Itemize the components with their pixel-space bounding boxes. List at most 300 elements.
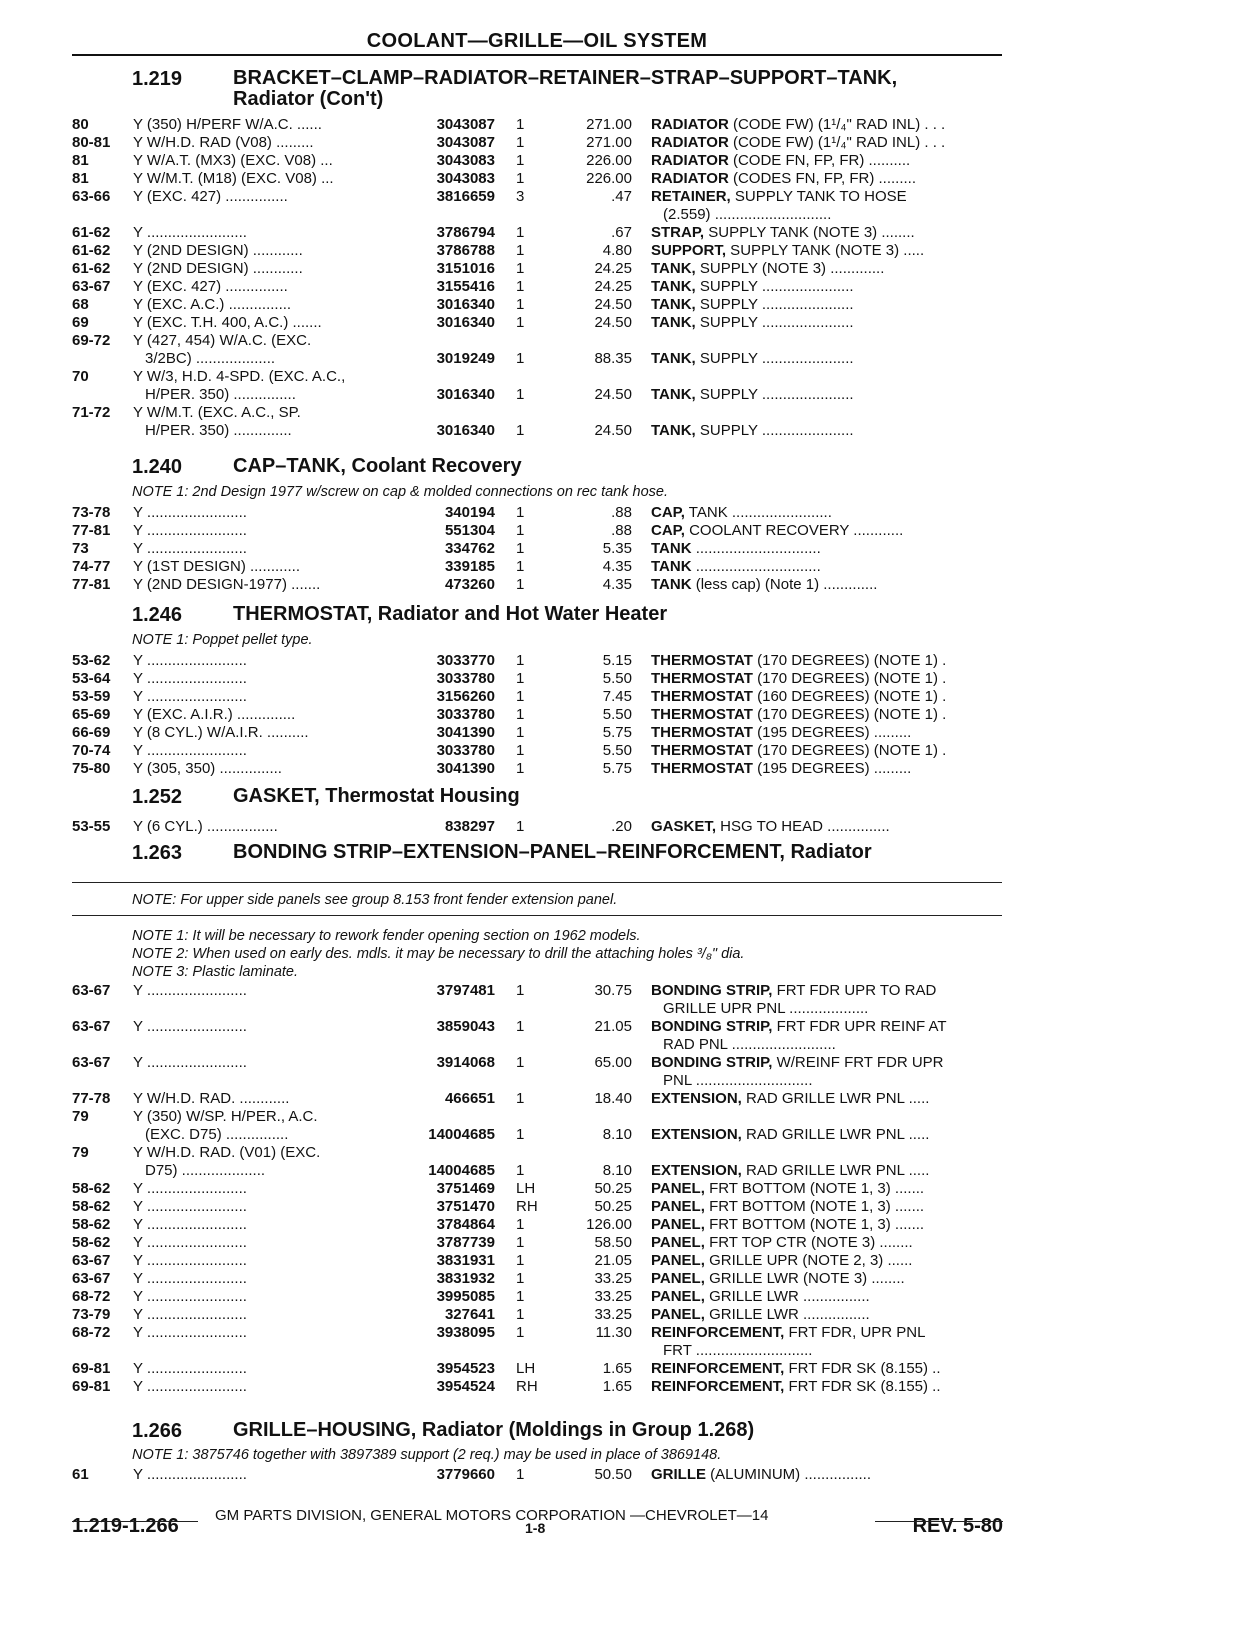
part-name-detail: SUPPLY ...................... xyxy=(695,386,854,403)
price: 271.00 xyxy=(586,116,632,133)
section-number: 1.240 xyxy=(132,456,183,478)
part-row xyxy=(0,1198,1240,1216)
part-name xyxy=(651,188,1003,206)
part-name xyxy=(651,1378,1003,1396)
price: 24.50 xyxy=(594,422,632,439)
application-description: Y ........................ xyxy=(133,224,247,241)
price: 50.25 xyxy=(594,1198,632,1215)
application-description: Y (EXC. 427) ............... xyxy=(133,278,288,295)
part-number: 3043087 xyxy=(436,116,495,133)
part-row xyxy=(0,134,1240,152)
part-name xyxy=(651,540,1003,558)
part-name-detail: (CODE FW) (1¹/₄" RAD INL) . . . xyxy=(728,134,946,151)
quantity: 1 xyxy=(516,652,525,669)
application-description: Y ........................ xyxy=(133,1324,247,1341)
quantity: 1 xyxy=(516,350,525,367)
application-description: Y ........................ xyxy=(133,1252,247,1269)
price: 5.75 xyxy=(602,760,632,777)
part-name xyxy=(651,422,1003,440)
part-number: 3859043 xyxy=(436,1018,495,1035)
price: 5.50 xyxy=(602,742,632,759)
part-name xyxy=(651,1126,1003,1144)
part-name-keyword: REINFORCEMENT, xyxy=(651,1360,785,1377)
application-description: Y W/H.D. RAD. (V01) (EXC. xyxy=(133,1144,321,1161)
part-number: 3914068 xyxy=(436,1054,495,1071)
part-name xyxy=(651,1162,1003,1180)
model-years: 80-81 xyxy=(72,134,111,151)
model-years: 70 xyxy=(72,368,89,385)
application-description: Y (EXC. T.H. 400, A.C.) ....... xyxy=(133,314,322,331)
application-description: Y ........................ xyxy=(133,1180,247,1197)
part-name-detail: .............................. xyxy=(691,558,821,575)
part-row xyxy=(0,1090,1240,1108)
model-years: 79 xyxy=(72,1108,89,1125)
footer-publisher: GM PARTS DIVISION, GENERAL MOTORS CORPORATION —CHEVROLET—14 xyxy=(215,1507,769,1524)
part-name-detail: SUPPLY TANK (NOTE 3) ........ xyxy=(704,224,915,241)
model-years: 68-72 xyxy=(72,1288,111,1305)
price: 24.50 xyxy=(594,296,632,313)
part-name xyxy=(651,296,1003,314)
price: .20 xyxy=(611,818,632,835)
section-title-line: BRACKET–CLAMP–RADIATOR–RETAINER–STRAP–SUPPORT–TANK, xyxy=(233,67,898,89)
part-name-keyword: TANK, xyxy=(651,350,696,367)
price: 5.35 xyxy=(602,540,632,557)
price: .47 xyxy=(611,188,632,205)
part-number: 327641 xyxy=(444,1306,495,1323)
part-name-detail: SUPPLY ...................... xyxy=(695,278,854,295)
quantity: 1 xyxy=(516,386,525,403)
part-row xyxy=(0,242,1240,260)
part-row xyxy=(0,652,1240,670)
section-number: 1.252 xyxy=(132,786,183,808)
part-name xyxy=(651,982,1003,1000)
part-name-detail: FRT FDR, UPR PNL xyxy=(784,1324,926,1341)
part-number: 3831931 xyxy=(436,1252,495,1269)
quantity: 1 xyxy=(516,522,525,539)
part-row xyxy=(0,152,1240,170)
part-name-detail: W/REINF FRT FDR UPR xyxy=(772,1054,944,1071)
price: 8.10 xyxy=(602,1126,632,1143)
part-name-keyword: EXTENSION, xyxy=(651,1162,742,1179)
price: 5.50 xyxy=(602,706,632,723)
part-number: 3786794 xyxy=(436,224,495,241)
part-name-keyword: THERMOSTAT xyxy=(651,688,753,705)
price: 18.40 xyxy=(594,1090,632,1107)
price: 30.75 xyxy=(594,982,632,999)
model-years: 69 xyxy=(72,314,89,331)
part-number: 3797481 xyxy=(436,982,495,999)
model-years: 61-62 xyxy=(72,242,111,259)
part-name-keyword: EXTENSION, xyxy=(651,1090,742,1107)
part-number: 3033780 xyxy=(436,706,495,723)
part-name xyxy=(651,688,1003,706)
section-title xyxy=(233,456,1003,477)
quantity: 1 xyxy=(516,1306,525,1323)
part-name xyxy=(651,242,1003,260)
section-title-line: THERMOSTAT, Radiator and Hot Water Heater xyxy=(233,603,668,625)
price: 58.50 xyxy=(594,1234,632,1251)
model-years: 58-62 xyxy=(72,1216,111,1233)
part-number: 340194 xyxy=(444,504,495,521)
part-number: 3033780 xyxy=(436,742,495,759)
price: 8.10 xyxy=(602,1162,632,1179)
part-name-detail: (195 DEGREES) ......... xyxy=(752,760,912,777)
quantity: 1 xyxy=(516,670,525,687)
part-name xyxy=(651,1018,1003,1036)
application-description: Y ........................ xyxy=(133,1360,247,1377)
section-rule xyxy=(72,915,1002,916)
quantity: 1 xyxy=(516,242,525,259)
part-row xyxy=(0,688,1240,706)
part-name-detail: FRT FDR SK (8.155) .. xyxy=(784,1360,941,1377)
price: 65.00 xyxy=(594,1054,632,1071)
model-years: 53-59 xyxy=(72,688,111,705)
part-name-detail: RAD GRILLE LWR PNL ..... xyxy=(741,1126,930,1143)
part-row xyxy=(0,1180,1240,1198)
part-name-continued: GRILLE UPR PNL ................... xyxy=(663,1000,869,1017)
part-number: 14004685 xyxy=(428,1126,495,1143)
part-name-keyword: TANK xyxy=(651,540,692,557)
part-number: 3938095 xyxy=(436,1324,495,1341)
part-name-detail: (195 DEGREES) ......... xyxy=(752,724,912,741)
part-name xyxy=(651,652,1003,670)
section-number: 1.263 xyxy=(132,842,183,864)
quantity: RH xyxy=(516,1378,538,1395)
part-row xyxy=(0,760,1240,778)
quantity: RH xyxy=(516,1198,538,1215)
part-name xyxy=(651,1216,1003,1234)
application-description: Y (427, 454) W/A.C. (EXC. xyxy=(133,332,312,349)
part-name xyxy=(651,1466,1003,1484)
part-row xyxy=(0,260,1240,278)
part-name-detail: FRT FDR SK (8.155) .. xyxy=(784,1378,941,1395)
part-name-detail: SUPPLY ...................... xyxy=(695,350,854,367)
model-years: 69-81 xyxy=(72,1378,111,1395)
application-description: Y ........................ xyxy=(133,1198,247,1215)
part-name-detail: RAD GRILLE LWR PNL ..... xyxy=(741,1162,930,1179)
part-row xyxy=(0,1306,1240,1324)
application-description: Y (EXC. A.I.R.) .............. xyxy=(133,706,296,723)
price: 24.50 xyxy=(594,386,632,403)
part-name-keyword: TANK, xyxy=(651,296,696,313)
part-row xyxy=(0,724,1240,742)
part-name-detail: COOLANT RECOVERY ............ xyxy=(684,522,904,539)
quantity: 1 xyxy=(516,818,525,835)
model-years: 80 xyxy=(72,116,89,133)
part-name-keyword: REINFORCEMENT, xyxy=(651,1324,785,1341)
part-number: 3151016 xyxy=(436,260,495,277)
part-number: 3995085 xyxy=(436,1288,495,1305)
model-years: 79 xyxy=(72,1144,89,1161)
price: 126.00 xyxy=(586,1216,632,1233)
quantity: 1 xyxy=(516,422,525,439)
model-years: 61-62 xyxy=(72,260,111,277)
quantity: 1 xyxy=(516,1270,525,1287)
model-years: 61-62 xyxy=(72,224,111,241)
part-name-keyword: TANK, xyxy=(651,422,696,439)
part-row xyxy=(0,742,1240,760)
part-name-keyword: RADIATOR xyxy=(651,152,729,169)
application-description: Y (305, 350) ............... xyxy=(133,760,282,777)
model-years: 77-81 xyxy=(72,522,111,539)
part-number: 3816659 xyxy=(436,188,495,205)
header-rule xyxy=(72,54,1002,56)
model-years: 53-64 xyxy=(72,670,111,687)
application-description: Y ........................ xyxy=(133,652,247,669)
part-row xyxy=(0,170,1240,188)
model-years: 63-67 xyxy=(72,1018,111,1035)
part-number: 3016340 xyxy=(436,296,495,313)
part-name-detail: (170 DEGREES) (NOTE 1) . xyxy=(752,652,947,669)
part-name-keyword: TANK xyxy=(651,576,692,593)
part-number: 3786788 xyxy=(436,242,495,259)
footer-revision: REV. 5-80 xyxy=(912,1515,1003,1537)
quantity: 1 xyxy=(516,1216,525,1233)
footer-rule xyxy=(875,1521,1003,1522)
section-number: 1.219 xyxy=(132,68,183,90)
model-years: 77-78 xyxy=(72,1090,111,1107)
application-description: Y ........................ xyxy=(133,1054,247,1071)
section-title-line: BONDING STRIP–EXTENSION–PANEL–REINFORCEMENT, Radiator xyxy=(233,841,872,863)
quantity: 1 xyxy=(516,278,525,295)
part-name xyxy=(651,1288,1003,1306)
part-name-detail: SUPPLY (NOTE 3) ............. xyxy=(695,260,885,277)
part-name xyxy=(651,1252,1003,1270)
application-description: Y W/M.T. (EXC. A.C., SP. xyxy=(133,404,301,421)
quantity: 1 xyxy=(516,1324,525,1341)
part-name xyxy=(651,1270,1003,1288)
part-name-keyword: STRAP, xyxy=(651,224,705,241)
part-number: 3016340 xyxy=(436,314,495,331)
part-row xyxy=(0,278,1240,296)
part-row xyxy=(0,404,1240,440)
part-name-continued: (2.559) ............................ xyxy=(663,206,832,223)
part-name-keyword: RADIATOR xyxy=(651,116,729,133)
part-row xyxy=(0,522,1240,540)
quantity: 1 xyxy=(516,982,525,999)
price: 4.35 xyxy=(602,576,632,593)
quantity: 1 xyxy=(516,1126,525,1143)
part-number: 3016340 xyxy=(436,422,495,439)
part-number: 3033770 xyxy=(436,652,495,669)
part-name xyxy=(651,558,1003,576)
price: 24.25 xyxy=(594,260,632,277)
model-years: 81 xyxy=(72,170,89,187)
model-years: 73 xyxy=(72,540,89,557)
part-row xyxy=(0,1324,1240,1360)
part-name-detail: HSG TO HEAD ............... xyxy=(716,818,890,835)
part-name-keyword: EXTENSION, xyxy=(651,1126,742,1143)
part-name xyxy=(651,1054,1003,1072)
application-description: Y (2ND DESIGN) ............ xyxy=(133,260,303,277)
quantity: 3 xyxy=(516,188,525,205)
section-note: NOTE 2: When used on early des. mdls. it may be necessary to drill the attaching holes ³/₈" dia. xyxy=(132,946,745,962)
part-row xyxy=(0,1288,1240,1306)
price: 7.45 xyxy=(602,688,632,705)
part-row xyxy=(0,1466,1240,1484)
part-name-keyword: TANK, xyxy=(651,386,696,403)
price: 226.00 xyxy=(586,170,632,187)
part-name xyxy=(651,386,1003,404)
footer-page-number: 1-8 xyxy=(525,1520,546,1536)
model-years: 73-79 xyxy=(72,1306,111,1323)
part-name xyxy=(651,576,1003,594)
part-name-keyword: PANEL, xyxy=(651,1180,705,1197)
application-description: (EXC. D75) ............... xyxy=(145,1126,289,1143)
model-years: 58-62 xyxy=(72,1198,111,1215)
part-name xyxy=(651,724,1003,742)
part-name-keyword: PANEL, xyxy=(651,1252,705,1269)
part-name xyxy=(651,1360,1003,1378)
model-years: 66-69 xyxy=(72,724,111,741)
part-name-keyword: RETAINER, xyxy=(651,188,731,205)
part-name xyxy=(651,760,1003,778)
section-note: NOTE 1: Poppet pellet type. xyxy=(132,632,313,648)
application-description: Y (1ST DESIGN) ............ xyxy=(133,558,300,575)
section-note: NOTE 1: 3875746 together with 3897389 support (2 req.) may be used in place of 3869148. xyxy=(132,1447,722,1463)
price: 24.50 xyxy=(594,314,632,331)
quantity: 1 xyxy=(516,540,525,557)
part-row xyxy=(0,116,1240,134)
model-years: 68-72 xyxy=(72,1324,111,1341)
part-name xyxy=(651,152,1003,170)
part-name-keyword: RADIATOR xyxy=(651,170,729,187)
part-name-keyword: TANK xyxy=(651,558,692,575)
part-name-detail: FRT FDR UPR REINF AT xyxy=(772,1018,947,1035)
part-name-continued: FRT ............................ xyxy=(663,1342,813,1359)
part-name-keyword: PANEL, xyxy=(651,1306,705,1323)
section-number: 1.246 xyxy=(132,604,183,626)
price: 11.30 xyxy=(595,1324,632,1341)
part-name xyxy=(651,260,1003,278)
application-description: Y (350) W/SP. H/PER., A.C. xyxy=(133,1108,318,1125)
price: 5.50 xyxy=(602,670,632,687)
part-name xyxy=(651,818,1003,836)
price: .67 xyxy=(611,224,632,241)
application-description: Y ........................ xyxy=(133,1216,247,1233)
part-number: 3041390 xyxy=(436,724,495,741)
application-description: Y ........................ xyxy=(133,742,247,759)
quantity: LH xyxy=(516,1180,536,1197)
application-description: Y ........................ xyxy=(133,504,247,521)
price: .88 xyxy=(611,522,632,539)
part-number: 3751469 xyxy=(436,1180,495,1197)
price: 1.65 xyxy=(602,1360,632,1377)
quantity: 1 xyxy=(516,116,525,133)
part-name xyxy=(651,522,1003,540)
part-name-keyword: THERMOSTAT xyxy=(651,670,753,687)
part-name-keyword: TANK, xyxy=(651,278,696,295)
part-name-detail: (170 DEGREES) (NOTE 1) . xyxy=(752,742,947,759)
part-name-keyword: REINFORCEMENT, xyxy=(651,1378,785,1395)
application-description: Y ........................ xyxy=(133,1466,247,1483)
part-name-detail: TANK ........................ xyxy=(684,504,832,521)
part-number: 3043083 xyxy=(436,170,495,187)
part-row xyxy=(0,224,1240,242)
part-name xyxy=(651,706,1003,724)
quantity: 1 xyxy=(516,1090,525,1107)
application-description: Y W/H.D. RAD. ............ xyxy=(133,1090,290,1107)
part-row xyxy=(0,540,1240,558)
price: 33.25 xyxy=(594,1288,632,1305)
price: 21.05 xyxy=(594,1252,632,1269)
part-name xyxy=(651,134,1003,152)
part-row xyxy=(0,332,1240,368)
part-name-keyword: BONDING STRIP, xyxy=(651,982,773,999)
quantity: 1 xyxy=(516,170,525,187)
quantity: 1 xyxy=(516,760,525,777)
part-row xyxy=(0,706,1240,724)
part-name-keyword: PANEL, xyxy=(651,1288,705,1305)
part-row xyxy=(0,1216,1240,1234)
part-name-keyword: BONDING STRIP, xyxy=(651,1054,773,1071)
model-years: 77-81 xyxy=(72,576,111,593)
section-note: NOTE 3: Plastic laminate. xyxy=(132,964,298,980)
application-description: Y (2ND DESIGN) ............ xyxy=(133,242,303,259)
part-number: 3954523 xyxy=(436,1360,495,1377)
part-name-detail: (CODE FN, FP, FR) .......... xyxy=(728,152,911,169)
part-name-keyword: THERMOSTAT xyxy=(651,652,753,669)
section-note: NOTE 1: 2nd Design 1977 w/screw on cap & molded connections on rec tank hose. xyxy=(132,484,668,500)
part-row xyxy=(0,296,1240,314)
price: 88.35 xyxy=(594,350,632,367)
model-years: 63-67 xyxy=(72,1252,111,1269)
part-row xyxy=(0,1252,1240,1270)
part-number: 3787739 xyxy=(436,1234,495,1251)
quantity: 1 xyxy=(516,134,525,151)
application-description: Y ........................ xyxy=(133,1234,247,1251)
part-number: 3019249 xyxy=(436,350,495,367)
application-description: Y ........................ xyxy=(133,1018,247,1035)
quantity: 1 xyxy=(516,1252,525,1269)
price: 21.05 xyxy=(594,1018,632,1035)
part-name xyxy=(651,170,1003,188)
application-description: Y (8 CYL.) W/A.I.R. .......... xyxy=(133,724,309,741)
section-title xyxy=(233,786,1003,807)
part-name-keyword: CAP, xyxy=(651,522,685,539)
price: 226.00 xyxy=(586,152,632,169)
price: 33.25 xyxy=(594,1270,632,1287)
part-name-detail: (160 DEGREES) (NOTE 1) . xyxy=(752,688,947,705)
page-header-title: COOLANT—GRILLE—OIL SYSTEM xyxy=(366,30,708,52)
model-years: 69-81 xyxy=(72,1360,111,1377)
model-years: 63-67 xyxy=(72,1270,111,1287)
quantity: 1 xyxy=(516,314,525,331)
section-rule xyxy=(72,882,1002,883)
part-number: 14004685 xyxy=(428,1162,495,1179)
quantity: 1 xyxy=(516,558,525,575)
model-years: 53-55 xyxy=(72,818,111,835)
part-row xyxy=(0,188,1240,224)
part-name-keyword: PANEL, xyxy=(651,1234,705,1251)
part-name-detail: RAD GRILLE LWR PNL ..... xyxy=(741,1090,930,1107)
part-row xyxy=(0,670,1240,688)
price: 33.25 xyxy=(594,1306,632,1323)
application-description: Y ........................ xyxy=(133,982,247,999)
part-name-detail: GRILLE LWR ................ xyxy=(704,1306,870,1323)
model-years: 58-62 xyxy=(72,1234,111,1251)
price: 5.75 xyxy=(602,724,632,741)
application-description: Y (350) H/PERF W/A.C. ...... xyxy=(133,116,322,133)
part-name-detail: FRT BOTTOM (NOTE 1, 3) ....... xyxy=(704,1198,925,1215)
model-years: 74-77 xyxy=(72,558,111,575)
part-number: 3831932 xyxy=(436,1270,495,1287)
model-years: 58-62 xyxy=(72,1180,111,1197)
application-description: Y W/M.T. (M18) (EXC. V08) ... xyxy=(133,170,334,187)
application-description: Y ........................ xyxy=(133,670,247,687)
part-row xyxy=(0,1054,1240,1090)
part-row xyxy=(0,1144,1240,1180)
